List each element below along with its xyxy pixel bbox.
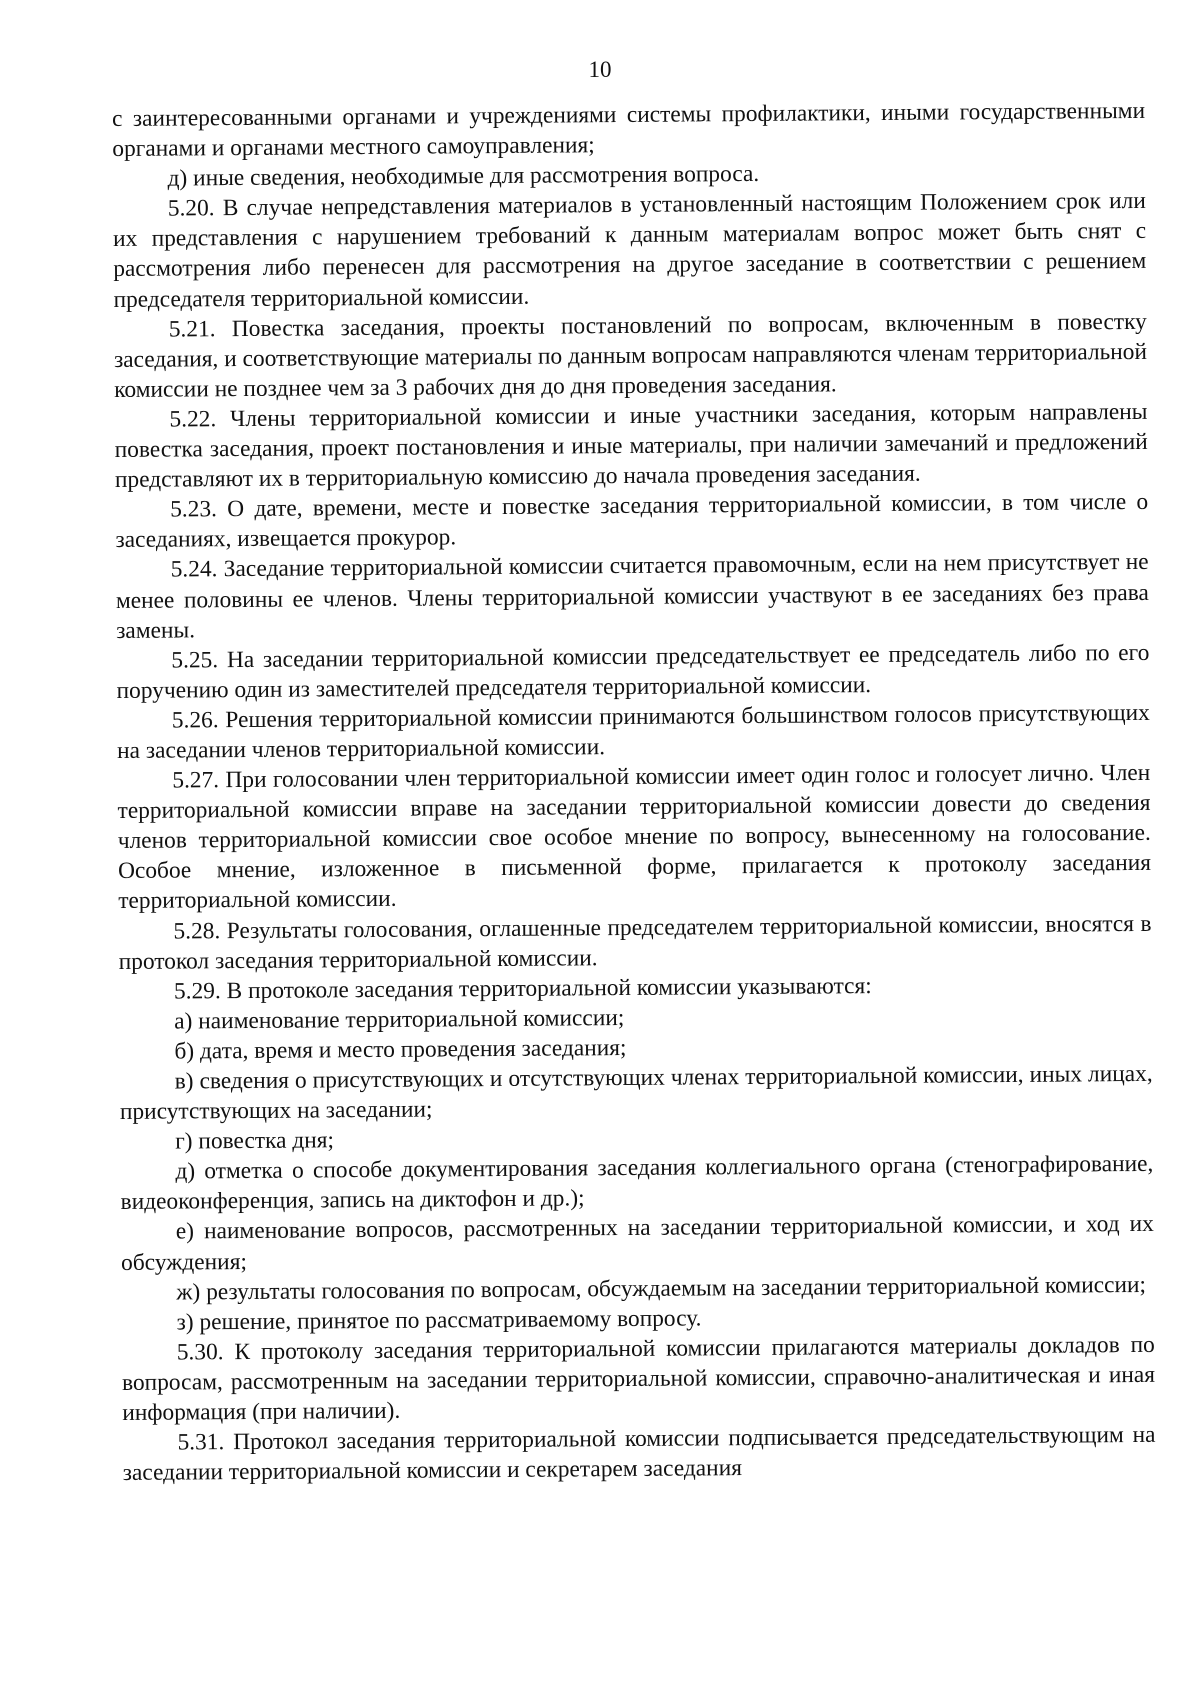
paragraph-5-30: 5.30. К протоколу заседания территориальной комиссии прилагаются материалы докладов по вопросам, рассмотренным на заседании территориальной комиссии, справочно-аналитическая и иная информация (при наличии). [121,1331,1156,1426]
paragraph: с заинтересованными органами и учреждениями системы профилактики, иными государственными органами и органами местного самоуправления; [112,97,1146,163]
paragraph-5-28: 5.28. Результаты голосования, оглашенные председателем территориальной комиссии, вносятся в протокол заседания территориальной комиссии. [118,910,1152,975]
paragraph-5-25: 5.25. На заседании территориальной комиссии председательствует ее председатель либо по его поручению один из заместителей председателя территориальной комиссии. [116,639,1150,704]
page-number: 10 [588,57,612,82]
document-body [112,96,1156,1488]
list-item-g: г) повестка дня; [175,1127,335,1155]
paragraph-5-24: 5.24. Заседание территориальной комиссии считается правомочным, если на нем присутствует не менее половины ее членов. Члены территориальной комиссии участвуют в ее заседаниях без права замены. [115,549,1149,644]
list-item-e: е) наименование вопросов, рассмотренных на заседании территориальной комиссии, и ход их обсуждения; [120,1211,1154,1276]
list-item-d: д) отметка о способе документирования заседания коллегиального органа (стенографирование, видеоконференция, запись на диктофон и др.); [120,1151,1154,1216]
list-item-a: а) наименование территориальной комиссии; [174,1004,625,1035]
list-item-v: в) сведения о присутствующих и отсутствующих членах территориальной комиссии, иных лицах, присутствующих на заседании; [119,1060,1153,1126]
list-item-z: з) решение, принятое по рассматриваемому вопросу. [176,1305,702,1336]
paragraph-5-23: 5.23. О дате, времени, месте и повестке заседания территориальной комиссии, в том числе о заседаниях, извещается прокурор. [115,489,1149,554]
paragraph-5-29: 5.29. В протоколе заседания территориальной комиссии указываются: [173,972,872,1005]
list-item-zh: ж) результаты голосования по вопросам, обсуждаемым на заседании территориальной комиссии; [176,1271,1147,1306]
paragraph-5-31: 5.31. Протокол заседания территориальной комиссии подписывается председательствующим на заседании территориальной комиссии и секретарем заседания [122,1421,1156,1487]
paragraph-5-26: 5.26. Решения территориальной комиссии принимаются большинством голосов присутствующих на заседании членов территориальной комиссии. [116,699,1150,764]
paragraph-5-20: 5.20. В случае непредставления материалов в установленный настоящим Положением срок или их представления с нарушением требований к данным материалам вопрос может быть снят с рассмотрения либо перенесен для рассмотрения на другое заседание в соответствии с решением председателя территориальной комиссии. [112,188,1147,313]
paragraph: д) иные сведения, необходимые для рассмотрения вопроса. [167,161,760,192]
paragraph-5-21: 5.21. Повестка заседания, проекты постановлений по вопросам, включенным в повестку заседания, и соответствующие материалы по данным вопросам направляются членам территориальной комиссии не позднее чем за 3 рабочих дня до дня проведения заседания. [113,308,1148,403]
list-item-b: б) дата, время и место проведения заседания; [174,1034,627,1065]
paragraph-5-22: 5.22. Члены территориальной комиссии и иные участники заседания, которым направлены повестка заседания, проект постановления и иные материалы, при наличии замечаний и предложений представляют их в территориальную комиссию до начала проведения заседания. [114,398,1148,494]
paragraph-5-27: 5.27. При голосовании член территориальной комиссии имеет один голос и голосует лично. Член территориальной комиссии вправе на заседании территориальной комиссии довести до сведения членов территориальной комиссии свое особое мнение по вопросу, вынесенному на голосование. Особое мнение, изложенное в письменной форме, прилагается к протоколу заседания территориальной комиссии. [117,759,1152,915]
